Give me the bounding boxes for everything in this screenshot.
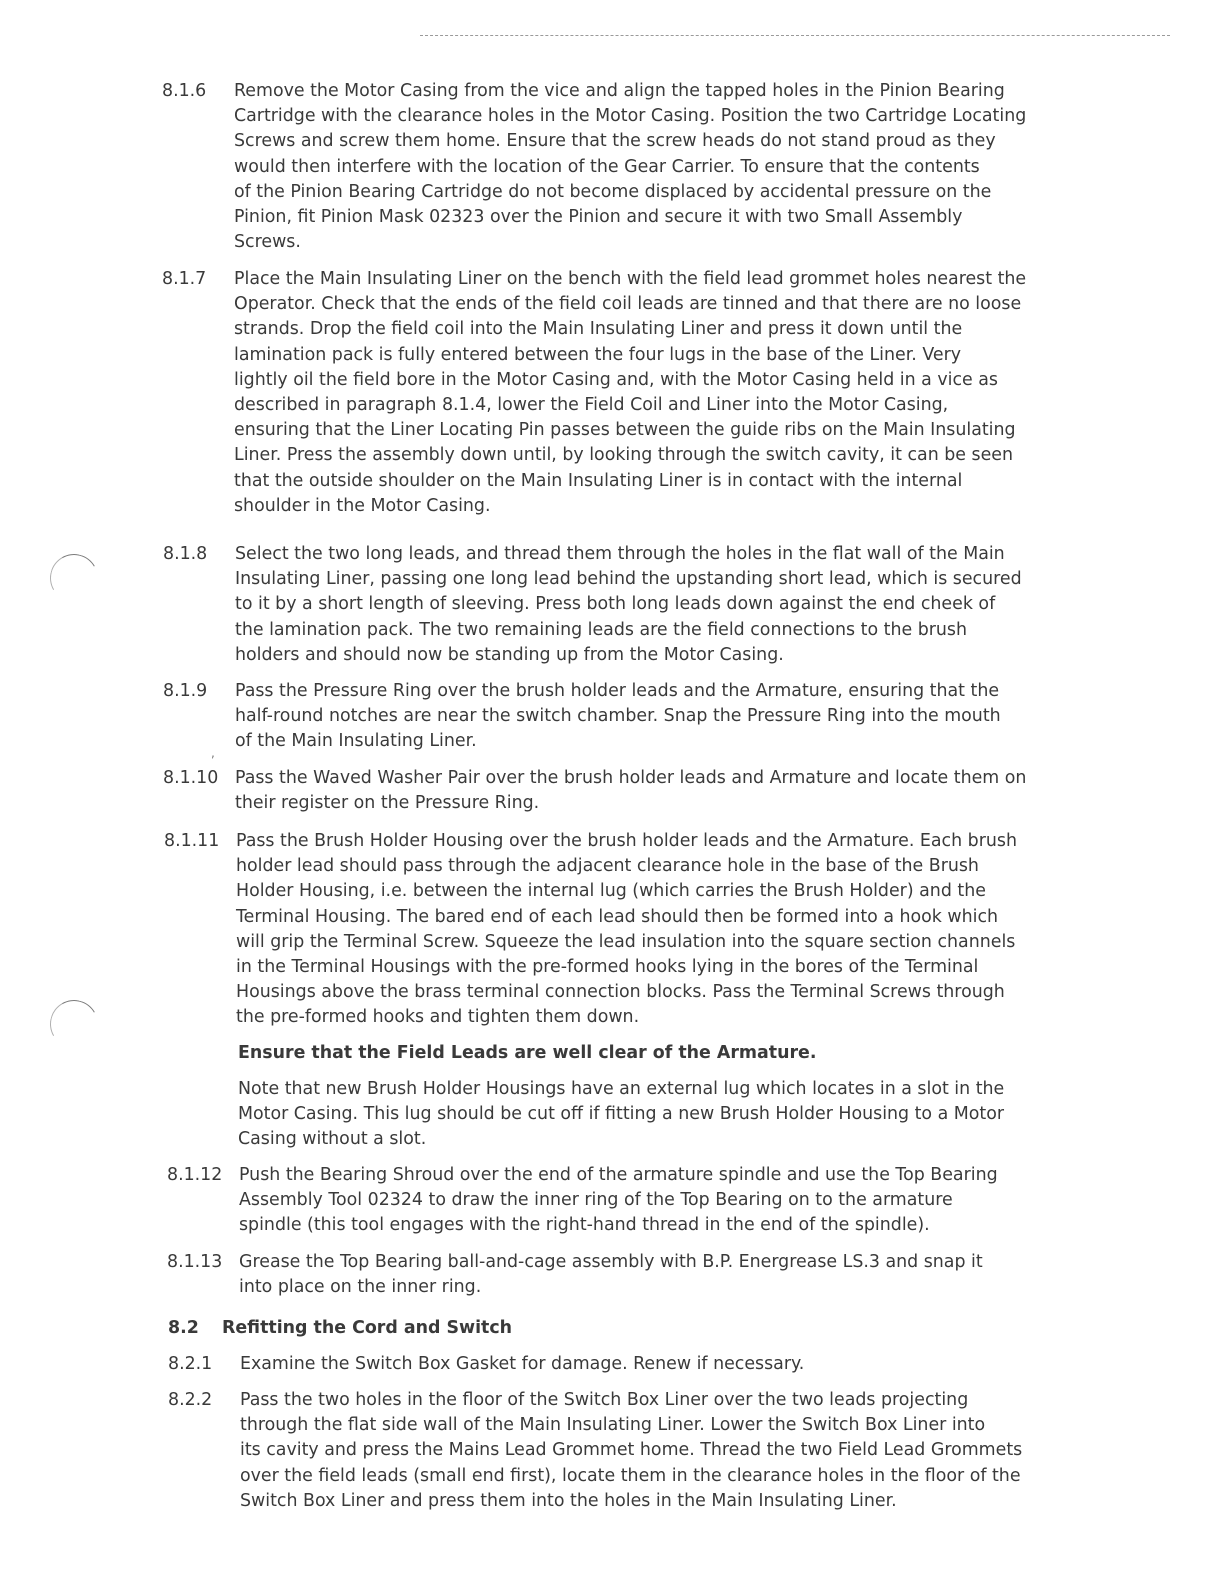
paragraph-text: Select the two long leads, and thread them through the holes in the flat wall of the Main Insulating Liner, passing one long lead behind the upstanding short lead, which is secured to it by a short length of sleeving. Press both long leads down against the end cheek of the lamination pack. The two remaining leads are the field connections to the brush holders and should now be standing up from the Motor Casing. bbox=[235, 544, 1022, 665]
paragraph-text: Remove the Motor Casing from the vice and align the tapped holes in the Pinion Bearing Cartridge with the clearance holes in the Motor Casing. Position the two Cartridge Locating Screws and screw them home. Ensure that the screw heads do not stand proud as they would then interfere with the location of the Gear Carrier. To ensure that the contents of the Pinion Bearing Cartridge do not become displaced by accidental pressure on the Pinion, fit Pinion Mask 02323 over the Pinion and secure it with two Small Assembly Screws. bbox=[234, 81, 1027, 253]
paragraph-number: 8.1.13 bbox=[167, 1252, 223, 1272]
paragraph-number: 8.1.12 bbox=[167, 1165, 223, 1185]
paragraph-8-1-8 bbox=[163, 542, 1070, 668]
paragraph-8-1-12 bbox=[167, 1163, 1074, 1239]
paragraph-text: Pass the two holes in the floor of the Switch Box Liner over the two leads projecting through the flat side wall of the Main Insulating Liner. Lower the Switch Box Liner into its cavity and press the Mains Lead Grommet home. Thread the two Field Lead Grommets over the field leads (small end first), locate them in the clearance holes in the floor of the Switch Box Liner and press them into the holes in the Main Insulating Liner. bbox=[240, 1390, 1023, 1511]
paragraph-number: 8.1.8 bbox=[163, 544, 208, 564]
note-text: Note that new Brush Holder Housings have an external lug which locates in a slot in the Motor Casing. This lug should be cut off if fitting a new Brush Holder Housing to a Motor Casing without a slot. bbox=[238, 1079, 1005, 1150]
paragraph-text: Pass the Waved Washer Pair over the brush holder leads and Armature and locate them on their register on the Pressure Ring. bbox=[235, 768, 1027, 814]
section-number: 8.2 bbox=[168, 1318, 199, 1338]
paragraph-number: 8.1.11 bbox=[164, 831, 220, 851]
paragraph-8-2-2 bbox=[168, 1388, 1075, 1514]
paragraph-8-1-11 bbox=[164, 829, 1071, 1031]
paragraph-8-1-7 bbox=[162, 267, 1069, 519]
paragraph-text: Grease the Top Bearing ball-and-cage assembly with B.P. Energrease LS.3 and snap it into place on the inner ring. bbox=[239, 1252, 983, 1298]
paragraph-number: 8.2.2 bbox=[168, 1390, 213, 1410]
punch-hole-mark bbox=[45, 549, 104, 608]
paragraph-number: 8.1.9 bbox=[163, 681, 208, 701]
warning-text: Ensure that the Field Leads are well clear of the Armature. bbox=[238, 1043, 817, 1063]
paragraph-number: 8.1.6 bbox=[162, 81, 207, 101]
paragraph-number: 8.1.10 bbox=[163, 768, 219, 788]
paragraph-8-1-13 bbox=[167, 1250, 1074, 1300]
paragraph-8-1-6 bbox=[162, 79, 1069, 255]
paragraph-number: 8.2.1 bbox=[168, 1354, 213, 1374]
paragraph-text: Push the Bearing Shroud over the end of the armature spindle and use the Top Bearing Assembly Tool 02324 to draw the inner ring of the Top Bearing on to the armature spindle (this tool engages with the right-hand thread in the end of the spindle). bbox=[239, 1165, 998, 1236]
paragraph-text: Place the Main Insulating Liner on the bench with the field lead grommet holes nearest the Operator. Check that the ends of the field coil leads are tinned and that there are no loose strands. Drop the field coil into the Main Insulating Liner and press it down until the lamination pack is fully entered between the four lugs in the base of the Liner. Very lightly oil the field bore in the Motor Casing and, with the Motor Casing held in a vice as described in paragraph 8.1.4, lower the Field Coil and Liner into the Motor Casing, ensuring that the Liner Locating Pin passes between the guide ribs on the Main Insulating Liner. Press the assembly down until, by looking through the switch cavity, it can be seen that the outside shoulder on the Main Insulating Liner is in contact with the internal shoulder in the Motor Casing. bbox=[234, 269, 1027, 516]
paragraph-8-2-1 bbox=[168, 1352, 1075, 1377]
paragraph-text: Pass the Pressure Ring over the brush holder leads and the Armature, ensuring that the half-round notches are near the switch chamber. Snap the Pressure Ring into the mouth of the Main Insulating Liner. bbox=[235, 681, 1001, 752]
paragraph-8-1-10 bbox=[163, 766, 1070, 816]
paragraph-8-1-9 bbox=[163, 679, 1070, 755]
punch-hole-mark bbox=[45, 995, 104, 1054]
scan-speck: , bbox=[211, 746, 215, 760]
paragraph-text: Examine the Switch Box Gasket for damage. Renew if necessary. bbox=[240, 1354, 805, 1374]
section-title: Refitting the Cord and Switch bbox=[222, 1318, 513, 1338]
section-heading bbox=[168, 1316, 512, 1341]
top-rule bbox=[420, 35, 1170, 36]
paragraph-text: Pass the Brush Holder Housing over the brush holder leads and the Armature. Each brush holder lead should pass through the adjacent clearance hole in the base of the Brush Holder Housing, i.e. between the internal lug (which carries the Brush Holder) and the Terminal Housing. The bared end of each lead should then be formed into a hook which will grip the Terminal Screw. Squeeze the lead insulation into the square section channels in the Terminal Housings with the pre-formed hooks lying in the bores of the Terminal Housings above the brass terminal connection blocks. Pass the Terminal Screws through the pre-formed hooks and tighten them down. bbox=[236, 831, 1017, 1028]
paragraph-number: 8.1.7 bbox=[162, 269, 207, 289]
